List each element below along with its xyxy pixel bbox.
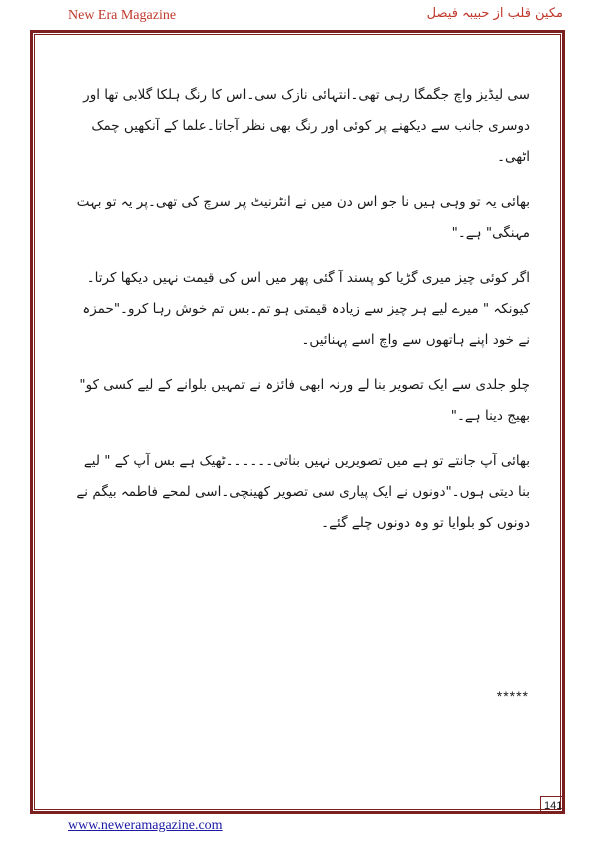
paragraph-1: سی لیڈیز واچ جگمگا رہی تھی۔انتہائی نازک سی۔اس کا رنگ ہلکا گلابی تھا اور دوسری جانب سے دیکھنے پر کوئی اور رنگ بھی نظر آجاتا۔علما کے آنکھیں چمک اٹھی۔: [83, 87, 530, 165]
page-number: 141: [540, 796, 564, 814]
paragraph-3: اگر کوئی چیز میری گڑیا کو پسند آ گئی پھر میں اس کی قیمت نہیں دیکھا کرتا۔کیونکہ " میرے لیے ہر چیز سے زیادہ قیمتی ہو تم۔بس تم خوش رہا کرو۔"حمزہ نے خود اپنے ہاتھوں سے واچ اسے پہنائیں۔: [82, 270, 530, 348]
magazine-name: New Era Magazine: [68, 8, 177, 23]
section-separator: *****: [496, 688, 529, 704]
website-link[interactable]: www.neweramagazine.com: [68, 818, 223, 833]
paragraph-4: چلو جلدی سے ایک تصویر بنا لے ورنہ ابھی فائزہ نے تمہیں بلوانے کے لیے کسی کو" بھیج دینا ہے۔": [79, 377, 530, 424]
story-title: مکین قلب از حبیبہ فیصل: [426, 6, 563, 21]
paragraph-2: بھائی یہ تو وہی ہیں نا جو اس دن میں نے انٹرنیٹ پر سرچ کی تھی۔پر یہ تو بہت مہنگی" ہے۔": [76, 194, 530, 241]
article-body: [68, 80, 530, 553]
paragraph-5: بھائی آپ جانتے تو ہے میں تصویریں نہیں بناتی۔۔۔۔۔۔ٹھیک ہے بس آپ کے " لیے بنا دیتی ہوں۔"دونوں نے ایک پیاری سی تصویر کھینچی۔اسی لمحے فاطمہ بیگم نے دونوں کو بلوایا تو وہ دونوں چلے گئے۔: [76, 453, 530, 531]
